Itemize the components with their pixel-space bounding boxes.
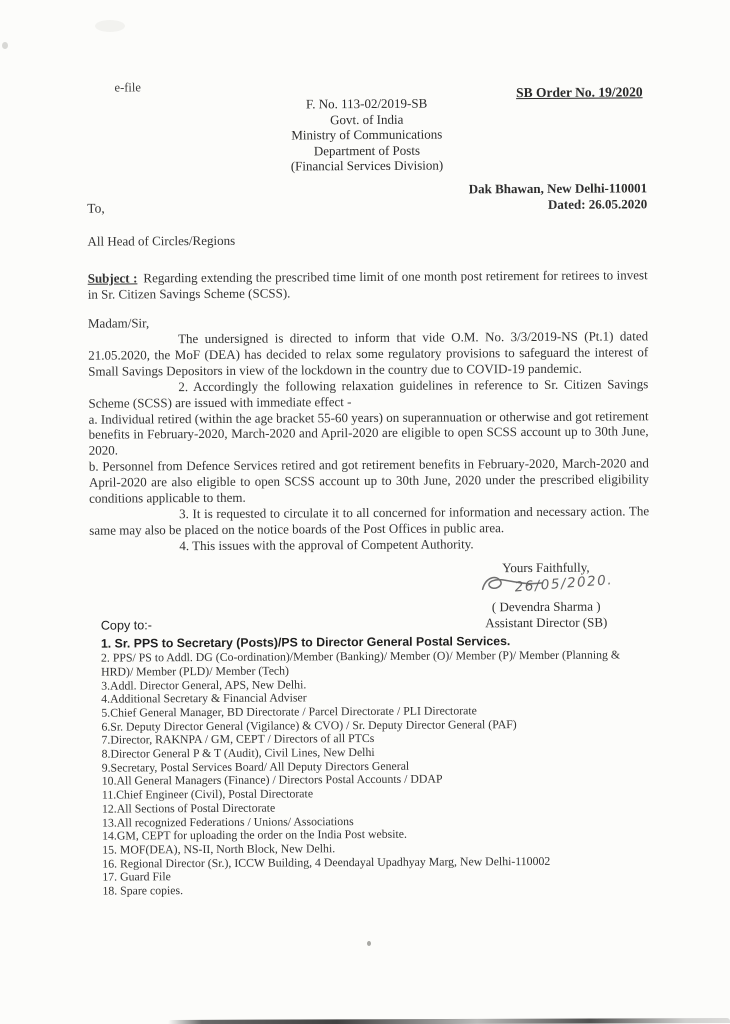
date-line: Dated: 26.05.2020 [547, 195, 648, 212]
subject-label: Subject : [87, 270, 138, 286]
org-line-division: (Financial Services Division) [290, 157, 444, 174]
org-line-ministry: Ministry of Communications [291, 126, 443, 143]
copy-to-item: 18. Spare copies. [102, 883, 184, 898]
copy-to-item: 5.Chief General Manager, BD Directorate / Parcel Directorate / PLI Directorate [101, 703, 477, 720]
copy-to-item: 3.Addl. Director General, APS, New Delhi. [101, 676, 307, 693]
copy-to-section [101, 616, 651, 898]
copy-to-item: 1. Sr. PPS to Secretary (Posts)/PS to Director General Postal Services. [100, 634, 511, 652]
paragraph-2: 2. Accordingly the following relaxation guidelines in reference to Sr. Citizen Savings Scheme (SCSS) are issued with immediate effect - [88, 375, 649, 411]
copy-to-item: 8.Director General P & T (Audit), Civil Lines, New Delhi [101, 744, 375, 761]
handwritten-date: 26/05/2020. [514, 571, 614, 596]
subject-text: Regarding extending the prescribed time limit of one month post retirement for retirees to invest in Sr. Citizen Savings Scheme (SCSS). [87, 267, 648, 302]
copy-to-item: 9.Secretary, Postal Services Board/ All Deputy Directors General [101, 758, 410, 775]
copy-to-item: 15. MOF(DEA), NS-II, North Block, New Delhi. [102, 841, 336, 857]
paragraph-4: 4. This issues with the approval of Competent Authority. [179, 536, 474, 553]
letterhead [87, 94, 647, 175]
file-number: F. No. 113-02/2019-SB [305, 95, 428, 112]
signatory-designation: Assistant Director (SB) [485, 614, 608, 630]
copy-to-item: 13.All recognized Federations / Unions/ Associations [101, 813, 354, 830]
paragraph-3: 3. It is requested to circulate it to all concerned for information and necessary action. The same may also be placed on the notice boards of the Post Offices in public area. [89, 503, 650, 538]
copy-to-item: 2. PPS/ PS to Addl. DG (Co-ordination)/Member (Banking)/ Member (O)/ Member (P)/ Member (Planning & HRD)/ Member (PLD)/ Member (Tech) [100, 647, 621, 679]
handwritten-signature [439, 571, 654, 599]
copy-to-item: 17. Guard File [102, 869, 171, 884]
subject-line [88, 268, 648, 303]
paragraph-2b: b. Personnel from Defence Services retired and got retirement benefits in February-2020, March-2020 and April-2020 are also eligible to open SCSS account up to 30th June, 2020 under the prescribed eligibility conditions applicable to them. [88, 455, 649, 506]
to-label: To, [87, 201, 105, 217]
copy-to-item: 4.Additional Secretary & Financial Adviser [101, 690, 307, 706]
salutation: Madam/Sir, [87, 315, 150, 331]
copy-to-item: 16. Regional Director (Sr.), ICCW Building, 4 Deendayal Upadhyay Marg, New Delhi-110002 [102, 853, 551, 871]
copy-to-item: 6.Sr. Deputy Director General (Vigilance) & CVO) / Sr. Deputy Director General (PAF) [101, 716, 517, 734]
copy-to-item: 10.All General Managers (Finance) / Directors Postal Accounts / DDAP [101, 771, 443, 789]
scanner-shadow [168, 1018, 730, 1024]
valediction: Yours Faithfully, [502, 559, 590, 575]
place-line: Dak Bhawan, New Delhi-110001 [468, 180, 648, 197]
addressee: All Head of Circles/Regions [87, 233, 236, 250]
paragraph-2a: a. Individual retired (within the age bracket 55-60 years) on superannuation or otherwise and got retirement benefits in February-2020, March-2020 and April-2020 are eligible to open SCSS account up to 30th June, 2020. [88, 407, 649, 459]
signature-block [438, 559, 653, 631]
copy-to-label: Copy to:- [100, 618, 152, 633]
efile-label: e-file [114, 80, 141, 95]
copy-to-item: 12.All Sections of Postal Directorate [101, 800, 276, 816]
org-line-department: Department of Posts [313, 142, 421, 159]
copy-to-item: 11.Chief Engineer (Civil), Postal Directorate [101, 786, 314, 802]
scan-artifact [367, 941, 371, 946]
copy-to-item: 14.GM, CEPT for uploading the order on the India Post website. [102, 826, 407, 843]
signatory-name: ( Devendra Sharma ) [491, 598, 601, 614]
org-line-govt: Govt. of India [330, 111, 404, 127]
paragraph-1: The undersigned is directed to inform that vide O.M. No. 3/3/2019-NS (Pt.1) dated 21.05.2020, the MoF (DEA) has decided to relax some regulatory provisions to safeguard the interest of Small Savings Depositors in view of the lockdown in the country due to COVID-19 pandemic. [88, 328, 649, 379]
copy-to-item: 7.Director, RAKNPA / GM, CEPT / Directors of all PTCs [101, 731, 375, 747]
sb-order-number: SB Order No. 19/2020 [516, 84, 643, 101]
